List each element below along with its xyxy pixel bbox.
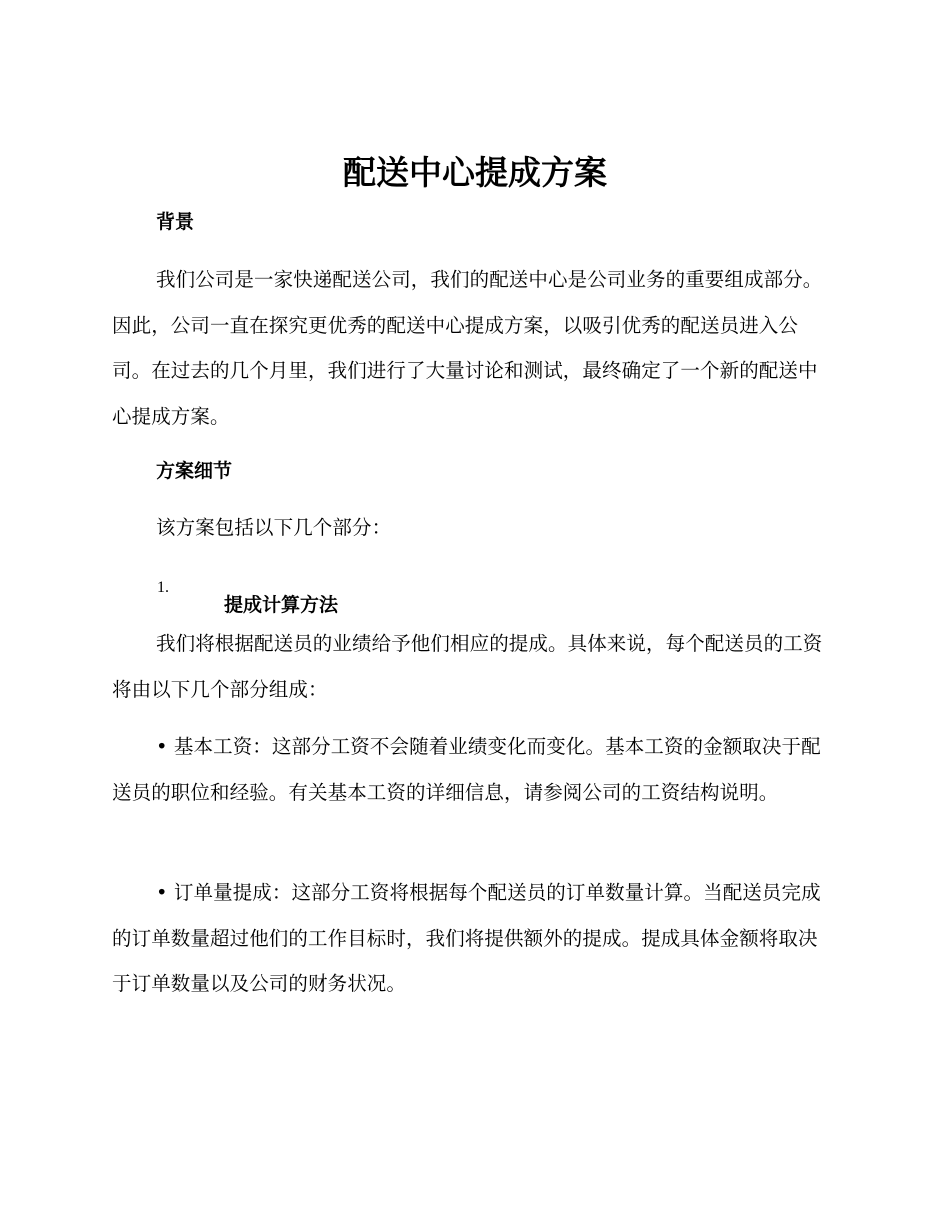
section-heading-details: 方案细节 [156,460,233,482]
details-intro: 该方案包括以下几个部分： [156,516,392,539]
bullet-order-commission: • 订单量提成：这部分工资将根据每个配送员的订单数量计算。当配送员完成的订单数量超过他们的工作目标时，我们将提供额外的提成。提成具体金额将取决于订单数量以及公司的财务状况。 [112,881,821,995]
section-heading-background: 背景 [156,211,195,233]
bullet-base-salary: • 基本工资：这部分工资不会随着业绩变化而变化。基本工资的金额取决于配送员的职位和经验。有关基本工资的详细信息，请参阅公司的工资结构说明。 [112,735,821,804]
list-item-number: 1. [157,579,169,596]
document-title: 配送中心提成方案 [343,153,607,192]
background-paragraph: 我们公司是一家快递配送公司，我们的配送中心是公司业务的重要组成部分。因此，公司一直在探究更优秀的配送中心提成方案，以吸引优秀的配送员进入公司。在过去的几个月里，我们进行了大量讨论和测试，最终确定了一个新的配送中心提成方案。 [112,268,823,428]
commission-method-paragraph: 我们将根据配送员的业绩给予他们相应的提成。具体来说，每个配送员的工资将由以下几个部分组成： [112,632,823,701]
list-item-heading: 提成计算方法 [224,594,339,616]
